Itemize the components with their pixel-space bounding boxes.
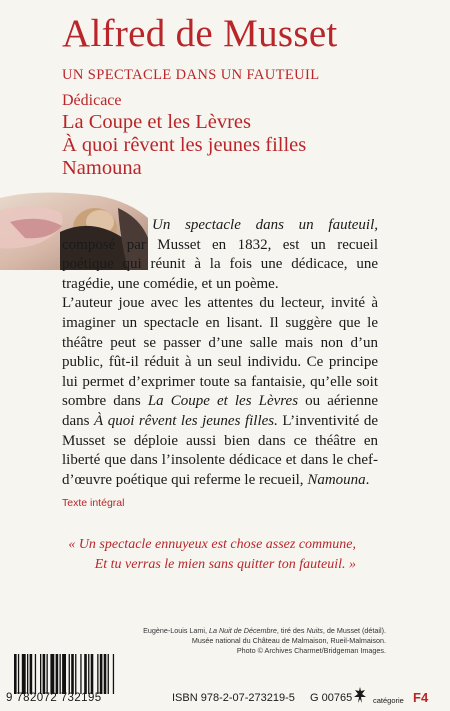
image-credits <box>120 626 386 656</box>
contents-list <box>62 91 306 180</box>
category-value: F4 <box>413 690 429 705</box>
description-title-italic: Un spectacle dans un fauteuil, <box>152 217 378 233</box>
credits-line-1: Eugène-Louis Lami, La Nuit de Décembre, tiré des Nuits, de Musset (détail). <box>143 626 386 635</box>
description-text-2d: . <box>365 471 370 488</box>
title-dedicace: Dédicace <box>62 92 122 109</box>
book-subtitle: UN SPECTACLE DANS UN FAUTEUIL <box>62 67 320 83</box>
description-text-1: composé par Musset en 1832, est un recueil poétique qui réunit à la fois une dédicace, une tragédie, une comédie, et un poème. <box>62 236 378 292</box>
title-a-quoi: À quoi rêvent les jeunes filles <box>62 134 307 156</box>
texte-integral-label: Texte intégral <box>62 497 125 509</box>
title-coupe: La Coupe et les Lèvres <box>62 111 251 133</box>
description-text-2c: L’inventivité de Musset se déploie aussi bien dans ce théâtre en liberté que dans l’insolente dédicace et dans le chef-d’œuvre poétique qui referme le recueil, <box>62 412 378 488</box>
product-code: G 00765 <box>310 692 353 704</box>
barcode-icon <box>12 654 152 694</box>
title-namouna: Namouna <box>62 157 142 179</box>
category-label: catégorie <box>373 696 404 705</box>
quote-line-1: « Un spectacle ennuyeux est chose assez commune, <box>68 537 356 552</box>
description-italic-coupe: La Coupe et les Lèvres <box>147 393 299 410</box>
isbn: ISBN 978-2-07-273219-5 <box>172 692 295 704</box>
barcode-digits: 9 782072 732195 <box>6 692 102 704</box>
description-text-2b: ou aérienne dans <box>62 393 378 429</box>
description-paragraph-2 <box>62 294 378 490</box>
gallimard-logo-icon <box>352 686 368 704</box>
quote-block <box>62 535 356 574</box>
credits-line-3: Photo © Archives Charmet/Bridgeman Images. <box>236 646 386 655</box>
description-italic-aquoi: À quoi rêvent les jeunes filles. <box>94 412 278 429</box>
back-cover-description <box>62 216 378 490</box>
description-italic-namouna: Namouna <box>307 471 366 488</box>
description-text-2a: L’auteur joue avec les attentes du lecteur, invité à imaginer un spectacle en lisant. Il suggère que le théâtre peut se passer d’une salle mais non d’un public, fût-il réduit à un seul individu. Ce principe lui permet d’exprimer toute sa fantaisie, qu’elle soit sombre dans <box>62 295 378 410</box>
author-name: Alfred de Musset <box>62 12 338 55</box>
description-paragraph-1 <box>62 216 378 294</box>
quote-line-2: Et tu verras le mien sans quitter ton fauteuil. » <box>94 556 356 572</box>
credits-line-2: Musée national du Château de Malmaison, Rueil-Malmaison. <box>191 636 386 645</box>
